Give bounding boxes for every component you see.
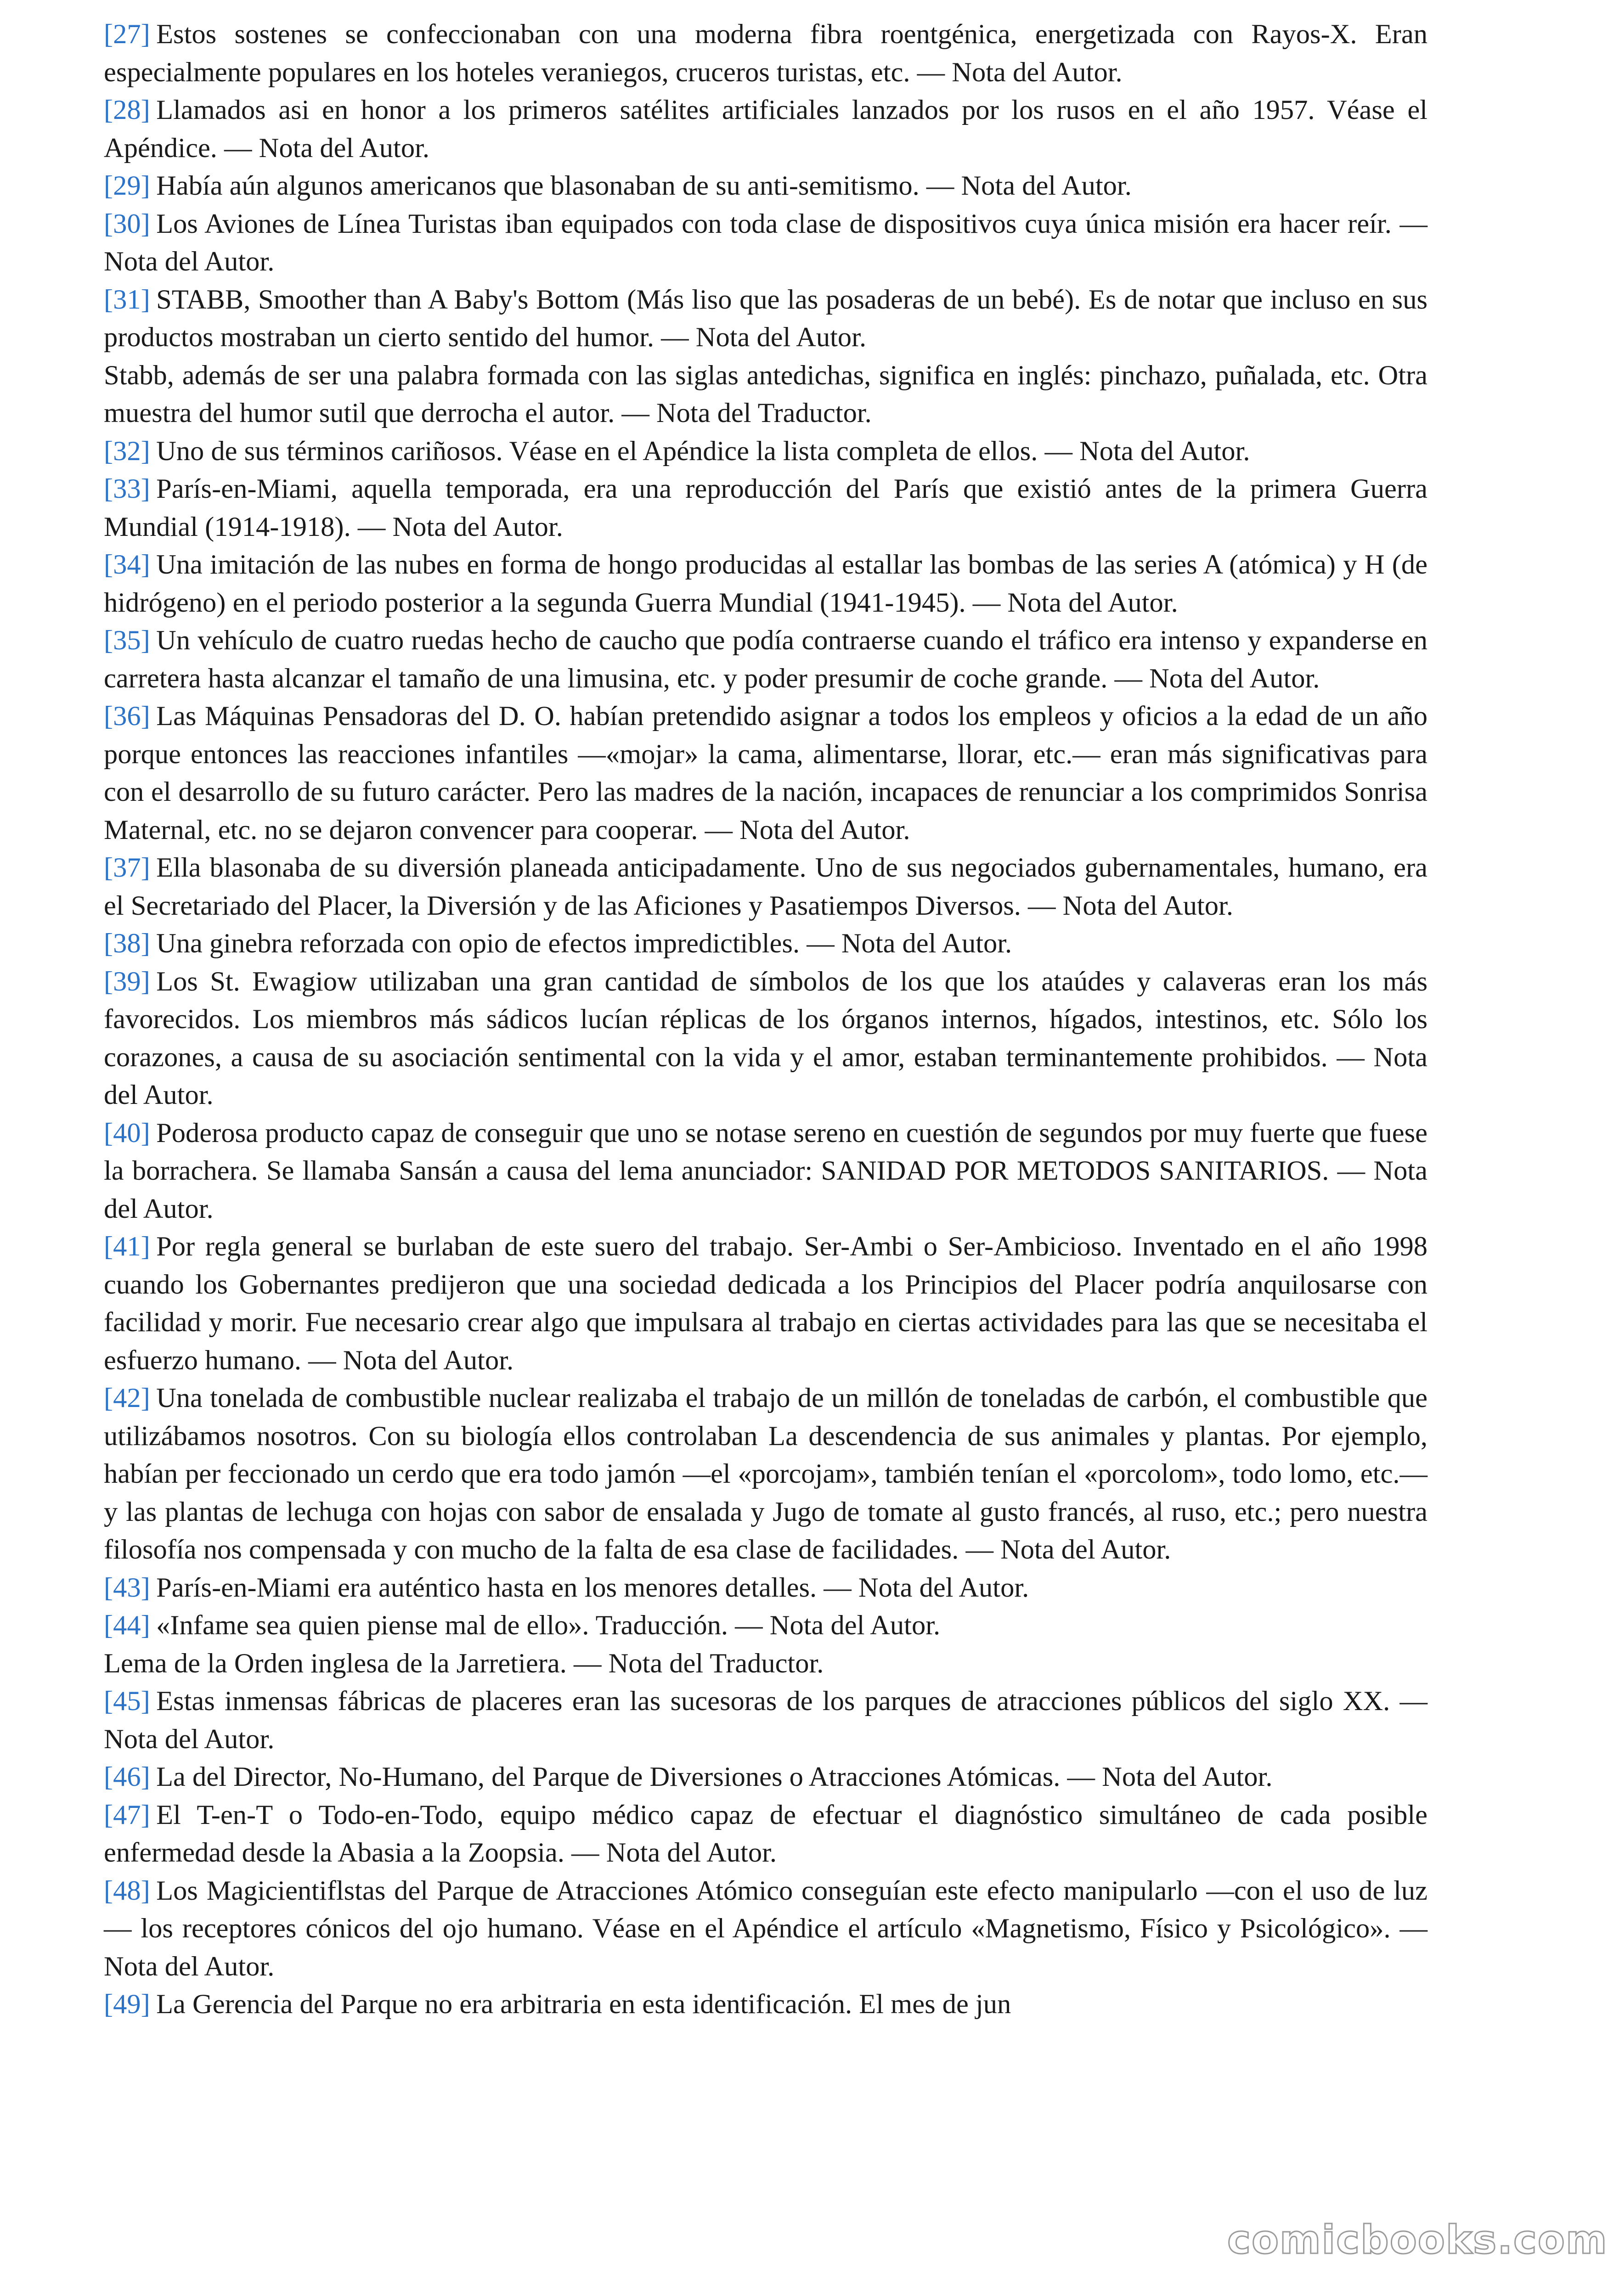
footnote-text: Había aún algunos americanos que blasonaban de su anti-semitismo. — Nota del Autor. <box>156 170 1132 201</box>
footnote <box>104 1379 1427 1569</box>
footnote <box>104 1607 1427 1645</box>
footnote-backlink[interactable]: [30] <box>104 208 150 239</box>
footnote <box>104 16 1427 91</box>
footnote-backlink[interactable]: [36] <box>104 701 150 732</box>
footnote <box>104 925 1427 963</box>
footnote-text: Ella blasonaba de su diversión planeada anticipadamente. Uno de sus negociados gubernamentales, humano, era el Secretariado del Placer, la Diversión y de las Aficiones y Pasatiempos Diversos. — Nota del Autor. <box>104 852 1427 921</box>
footnote-backlink[interactable]: [45] <box>104 1686 150 1716</box>
footnote-backlink[interactable]: [42] <box>104 1383 150 1413</box>
footnote-text: Por regla general se burlaban de este suero del trabajo. Ser-Ambi o Ser-Ambicioso. Inventado en el año 1998 cuando los Gobernantes predijeron que una sociedad dedicada a los Principios del Placer podría anquilosarse con facilidad y morir. Fue necesario crear algo que impulsara al trabajo en ciertas actividades para las que se necesitaba el esfuerzo humano. — Nota del Autor. <box>104 1231 1427 1376</box>
footnote <box>104 205 1427 281</box>
footnote-text: Stabb, además de ser una palabra formada con las siglas antedichas, significa en inglés: pinchazo, puñalada, etc. Otra muestra del humor sutil que derrocha el autor. — Nota del Traductor. <box>104 360 1427 428</box>
footnote-backlink[interactable]: [33] <box>104 473 150 504</box>
footnote-backlink[interactable]: [31] <box>104 284 150 315</box>
footnote <box>104 622 1427 698</box>
footnote-backlink[interactable]: [49] <box>104 1989 150 2020</box>
footnote-text: Los St. Ewagiow utilizaban una gran cantidad de símbolos de los que los ataúdes y calaveras eran los más favorecidos. Los miembros más sádicos lucían réplicas de los órganos internos, hígados, intestinos, etc. Sólo los corazones, a causa de su asociación sentimental con la vida y el amor, estaban terminantemente prohibidos. — Nota del Autor. <box>104 966 1427 1110</box>
footnote <box>104 963 1427 1114</box>
footnote-text: Llamados asi en honor a los primeros satélites artificiales lanzados por los rusos en el año 1957. Véase el Apéndice. — Nota del Autor. <box>104 95 1427 163</box>
footnote-text: Un vehículo de cuatro ruedas hecho de caucho que podía contraerse cuando el tráfico era intenso y expanderse en carretera hasta alcanzar el tamaño de una limusina, etc. y poder presumir de coche grande. — Nota del Autor. <box>104 625 1427 694</box>
footnote-text: Uno de sus términos cariñosos. Véase en el Apéndice la lista completa de ellos. — Nota del Autor. <box>156 435 1250 467</box>
footnote-backlink[interactable]: [34] <box>104 549 150 580</box>
footnote <box>104 1683 1427 1758</box>
footnote-backlink[interactable]: [48] <box>104 1875 150 1906</box>
footnote <box>104 1986 1427 2024</box>
footnote-backlink[interactable]: [44] <box>104 1610 150 1641</box>
footnote <box>104 470 1427 546</box>
footnote-backlink[interactable]: [32] <box>104 435 150 467</box>
footnote <box>104 281 1427 357</box>
footnote <box>104 357 1427 433</box>
footnote <box>104 167 1427 205</box>
footnote-text: Una ginebra reforzada con opio de efectos impredictibles. — Nota del Autor. <box>156 928 1012 959</box>
footnote-text: Los Aviones de Línea Turistas iban equipados con toda clase de dispositivos cuya única misión era hacer reír. — Nota del Autor. <box>104 208 1427 277</box>
footnote-text: Los Magicientiflstas del Parque de Atracciones Atómico conseguían este efecto manipularlo —con el uso de luz— los receptores cónicos del ojo humano. Véase en el Apéndice el artículo «Magnetismo, Físico y Psicológico». — Nota del Autor. <box>104 1875 1427 1982</box>
footnote-backlink[interactable]: [41] <box>104 1231 150 1262</box>
footnote-text: París-en-Miami era auténtico hasta en los menores detalles. — Nota del Autor. <box>156 1572 1029 1603</box>
footnote <box>104 849 1427 925</box>
footnote-backlink[interactable]: [38] <box>104 928 150 959</box>
footnote <box>104 1645 1427 1683</box>
footnote-backlink[interactable]: [40] <box>104 1117 150 1148</box>
footnote-text: Estos sostenes se confeccionaban con una moderna fibra roentgénica, energetizada con Rayos-X. Eran especialmente populares en los hoteles veraniegos, cruceros turistas, etc. — Nota del Autor. <box>104 19 1427 88</box>
footnote <box>104 1569 1427 1607</box>
footnote <box>104 698 1427 849</box>
footnote-backlink[interactable]: [46] <box>104 1761 150 1792</box>
footnote-text: Una imitación de las nubes en forma de hongo producidas al estallar las bombas de las series A (atómica) y H (de hidrógeno) en el periodo posterior a la segunda Guerra Mundial (1941-1945). — Nota del Autor. <box>104 549 1427 618</box>
notes-list <box>104 16 1427 2024</box>
footnote <box>104 91 1427 167</box>
footnote <box>104 433 1427 471</box>
footnote-text: STABB, Smoother than A Baby's Bottom (Más liso que las posaderas de un bebé). Es de notar que incluso en sus productos mostraban un cierto sentido del humor. — Nota del Autor. <box>104 284 1427 353</box>
footnote-text: Estas inmensas fábricas de placeres eran las sucesoras de los parques de atracciones públicos del siglo XX. — Nota del Autor. <box>104 1686 1427 1755</box>
footnote-text: Lema de la Orden inglesa de la Jarretiera. — Nota del Traductor. <box>104 1648 824 1679</box>
footnote-backlink[interactable]: [28] <box>104 95 150 125</box>
footnote <box>104 1228 1427 1379</box>
footnote-text: El T-en-T o Todo-en-Todo, equipo médico capaz de efectuar el diagnóstico simultáneo de cada posible enfermedad desde la Abasia a la Zoopsia. — Nota del Autor. <box>104 1799 1427 1868</box>
footnote <box>104 1758 1427 1796</box>
footnote-backlink[interactable]: [39] <box>104 966 150 997</box>
footnote-backlink[interactable]: [47] <box>104 1799 150 1830</box>
footnote <box>104 1796 1427 1872</box>
footnote-text: La del Director, No-Humano, del Parque de Diversiones o Atracciones Atómicas. — Nota del Autor. <box>156 1761 1273 1792</box>
footnote-text: Poderosa producto capaz de conseguir que uno se notase sereno en cuestión de segundos por muy fuerte que fuese la borrachera. Se llamaba Sansán a causa del lema anunciador: SANIDAD POR METODOS SANITARIOS. — Nota del Autor. <box>104 1117 1427 1224</box>
footnote-backlink[interactable]: [35] <box>104 625 150 656</box>
footnote-text: Una tonelada de combustible nuclear realizaba el trabajo de un millón de toneladas de carbón, el combustible que utilizábamos nosotros. Con su biología ellos controlaban La descendencia de sus animales y plantas. Por ejemplo, habían per feccionado un cerdo que era todo jamón —el «porcojam», también tenían el «porcolom», todo lomo, etc.— y las plantas de lechuga con hojas con sabor de ensalada y Jugo de tomate al gusto francés, al ruso, etc.; pero nuestra filosofía nos compensada y con mucho de la falta de esa clase de facilidades. — Nota del Autor. <box>104 1383 1427 1565</box>
footnote-text: La Gerencia del Parque no era arbitraria en esta identificación. El mes de jun <box>156 1989 1011 2020</box>
footnote-text: «Infame sea quien piense mal de ello». Traducción. — Nota del Autor. <box>156 1610 941 1641</box>
notes-page <box>104 16 1427 2024</box>
footnote <box>104 546 1427 622</box>
footnote-text: París-en-Miami, aquella temporada, era una reproducción del París que existió antes de la primera Guerra Mundial (1914-1918). — Nota del Autor. <box>104 473 1427 542</box>
watermark: comicbooks.com <box>1227 2217 1608 2263</box>
footnote-backlink[interactable]: [27] <box>104 19 150 50</box>
footnote <box>104 1114 1427 1228</box>
footnote-text: Las Máquinas Pensadoras del D. O. habían pretendido asignar a todos los empleos y oficios a la edad de un año porque entonces las reacciones infantiles —«mojar» la cama, alimentarse, llorar, etc.— eran más significativas para con el desarrollo de su futuro carácter. Pero las madres de la nación, incapaces de renunciar a los comprimidos Sonrisa Maternal, etc. no se dejaron convencer para cooperar. — Nota del Autor. <box>104 701 1427 845</box>
footnote-backlink[interactable]: [37] <box>104 852 150 883</box>
footnote <box>104 1872 1427 1986</box>
footnote-backlink[interactable]: [43] <box>104 1572 150 1603</box>
footnote-backlink[interactable]: [29] <box>104 170 150 201</box>
